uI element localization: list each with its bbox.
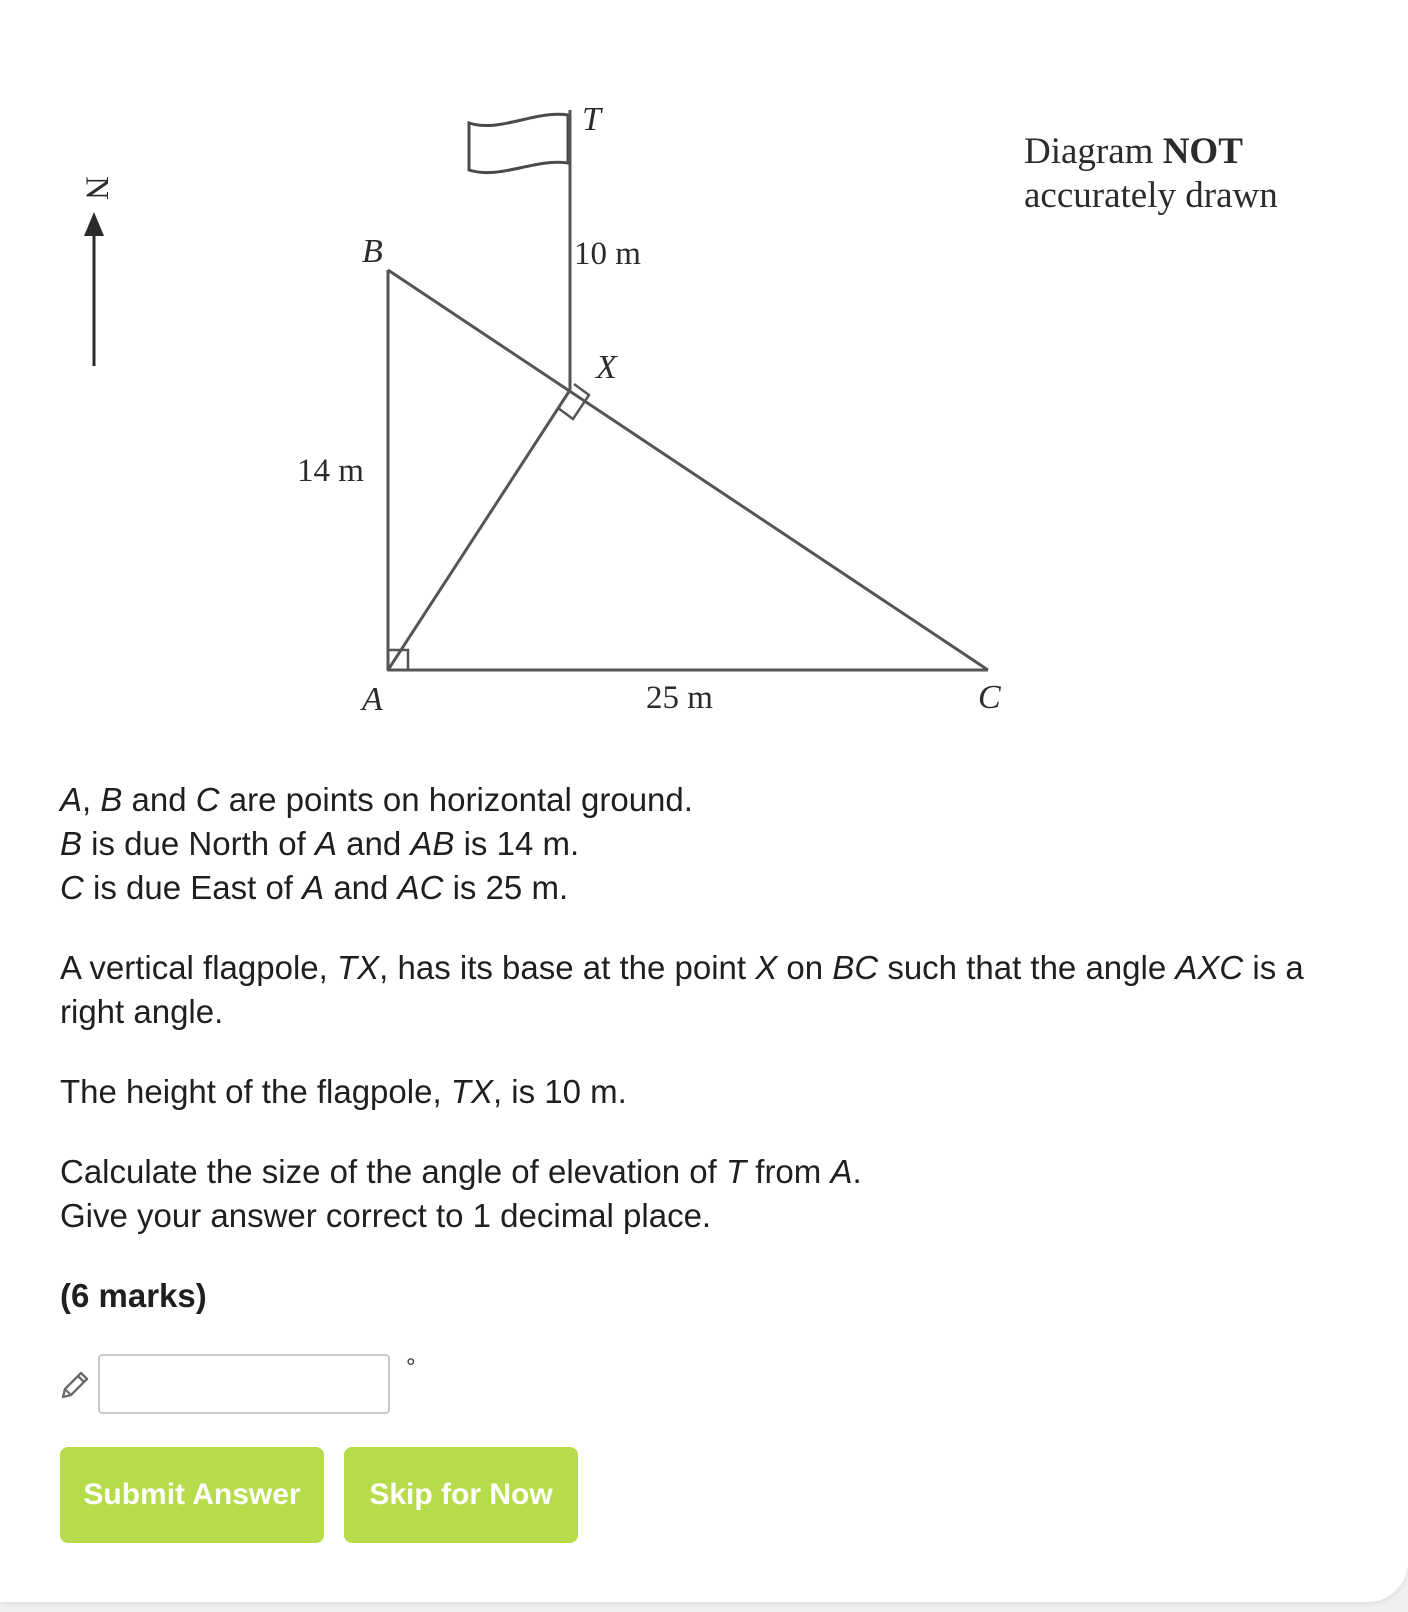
label-c: C (978, 679, 1001, 716)
diagram-note-line2: accurately drawn (1024, 175, 1278, 216)
skip-for-now-button[interactable]: Skip for Now (344, 1447, 578, 1543)
label-a: A (362, 681, 383, 718)
label-b: B (362, 233, 383, 270)
measure-tx: 10 m (574, 236, 641, 272)
answer-input[interactable] (98, 1354, 390, 1414)
question-line-1: A, B and C are points on horizontal ground. (60, 781, 693, 818)
question-line-4: A vertical flagpole, TX, has its base at the point X on BC such that the angle AXC is a right angle. (60, 949, 1304, 1030)
label-t: T (582, 101, 601, 138)
degree-unit: ° (406, 1354, 416, 1381)
question-line-6: Calculate the size of the angle of elevation of T from A. (60, 1153, 862, 1190)
diagram-note-line1: Diagram NOT (1024, 131, 1243, 172)
geometry-diagram (0, 0, 1408, 760)
question-line-2: B is due North of A and AB is 14 m. (60, 825, 580, 862)
north-label: N (78, 176, 115, 200)
label-x: X (596, 349, 617, 386)
marks-label: (6 marks) (60, 1277, 207, 1314)
question-line-3: C is due East of A and AC is 25 m. (60, 869, 569, 906)
segment-ax (388, 390, 570, 670)
pencil-icon (58, 1368, 92, 1402)
question-line-5: The height of the flagpole, TX, is 10 m. (60, 1073, 627, 1110)
question-line-7: Give your answer correct to 1 decimal place. (60, 1197, 712, 1234)
north-arrow (84, 212, 104, 366)
flag-icon (469, 114, 568, 172)
measure-ac: 25 m (646, 680, 713, 716)
submit-answer-button[interactable]: Submit Answer (60, 1447, 324, 1543)
measure-ab: 14 m (297, 453, 364, 489)
question-text (60, 778, 1360, 1318)
side-bc (388, 270, 988, 670)
